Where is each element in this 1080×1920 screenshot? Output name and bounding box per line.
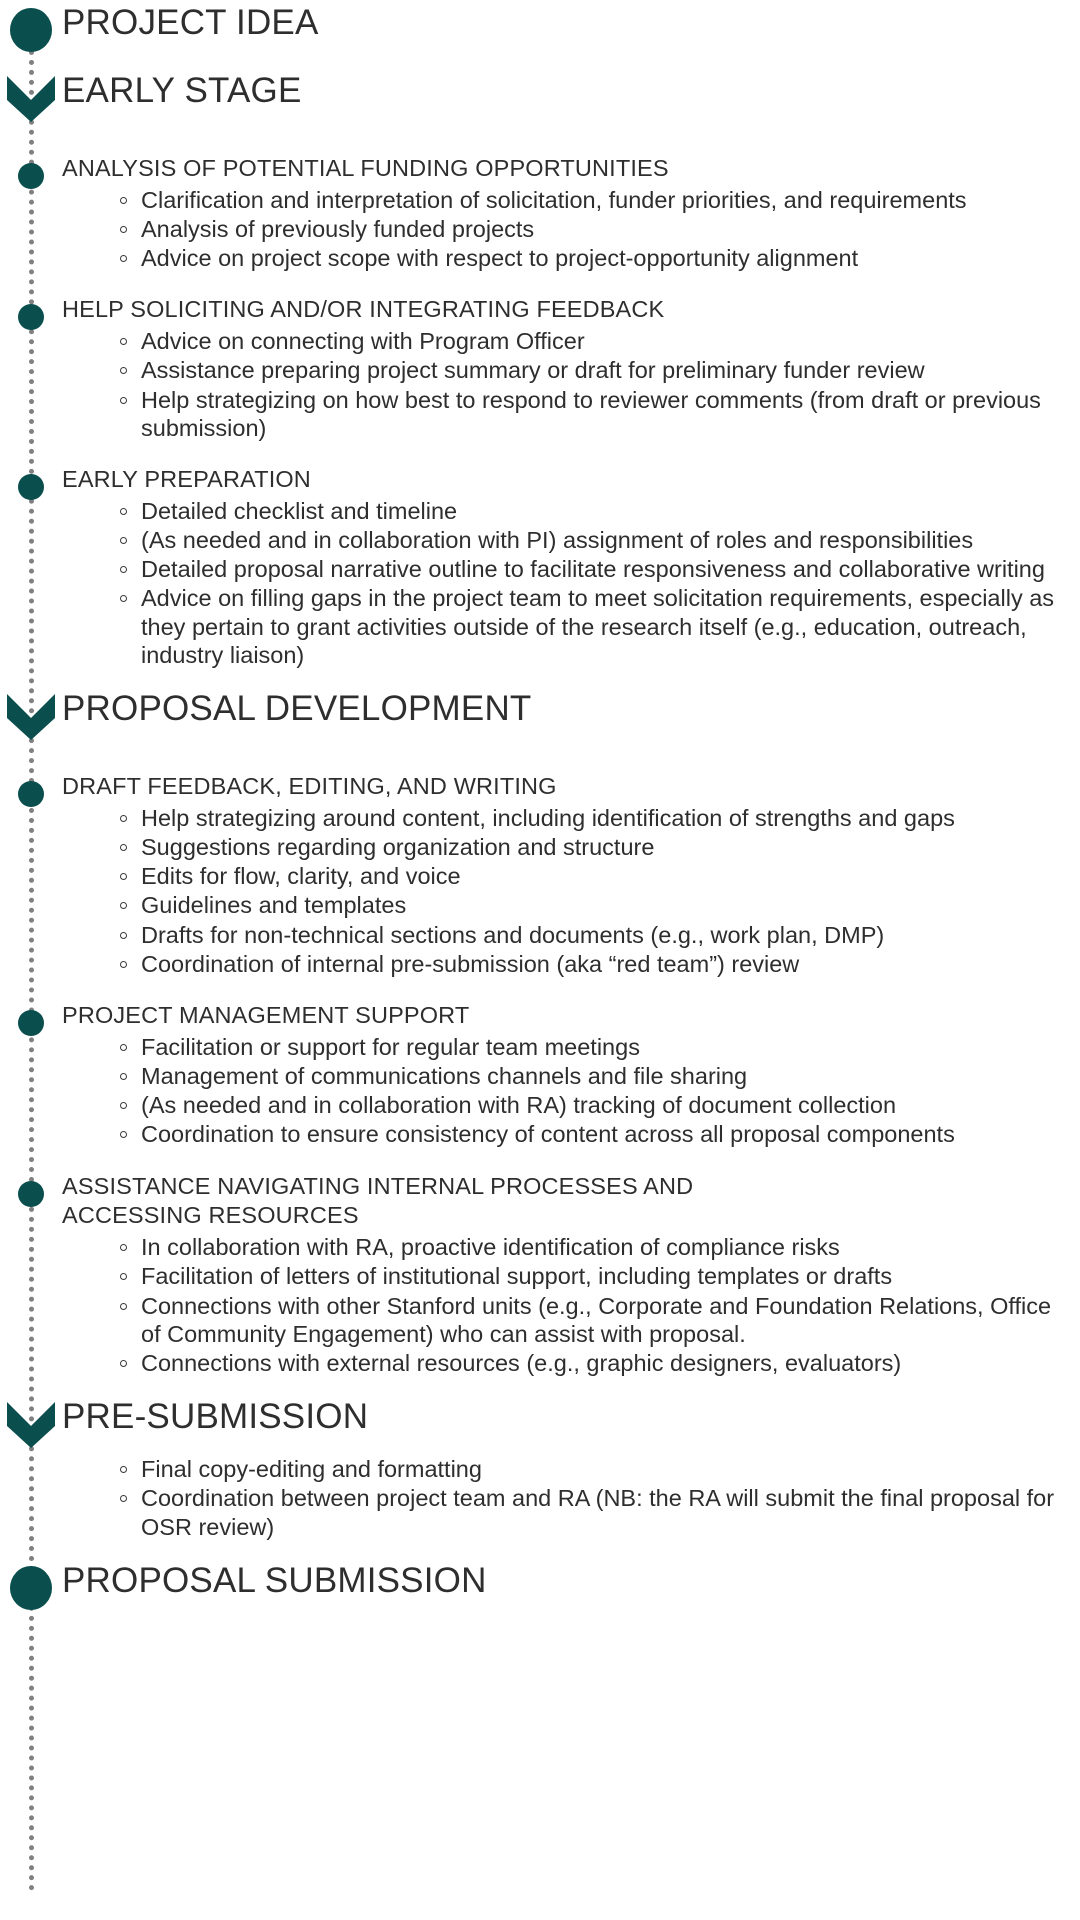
group-label: EARLY PREPARATION [62, 466, 311, 492]
timeline-node-analysis-of-potential-funding-opportunities [0, 154, 1080, 273]
marker-gutter [0, 1001, 62, 1036]
group-label: DRAFT FEEDBACK, EDITING, AND WRITING [62, 772, 557, 799]
milestone-label: PROJECT IDEA [62, 3, 319, 42]
milestone-dot-icon [10, 8, 52, 52]
group-label: HELP SOLICITING AND/OR INTEGRATING FEEDBACK [62, 296, 665, 323]
milestone-label: PROPOSAL SUBMISSION [62, 1560, 487, 1600]
chevron-down-icon [5, 692, 57, 742]
list-item: Drafts for non-technical sections and documents (e.g., work plan, DMP) [120, 921, 1066, 949]
list-item: Clarification and interpretation of solicitation, funder priorities, and requirements [120, 186, 1066, 214]
list-item: Final copy-editing and formatting [120, 1455, 1066, 1483]
list-item: Help strategizing on how best to respond to reviewer comments (from draft or previous submission) [120, 386, 1066, 442]
timeline-node-pre-submission [0, 1398, 1080, 1542]
node-body [62, 1001, 1080, 1150]
spacer [0, 1150, 1080, 1172]
list-item: In collaboration with RA, proactive identification of compliance risks [120, 1233, 1066, 1261]
timeline-node-proposal-submission [0, 1562, 1080, 1610]
spacer [0, 670, 1080, 690]
list-item: Detailed proposal narrative outline to facilitate responsiveness and collaborative writing [120, 555, 1066, 583]
marker-gutter [0, 154, 62, 189]
bullet-list [62, 804, 1066, 978]
list-item: Facilitation of letters of institutional support, including templates or drafts [120, 1262, 1066, 1290]
spacer [62, 1435, 1066, 1455]
node-dot-icon [18, 304, 44, 330]
list-item: Connections with external resources (e.g., graphic designers, evaluators) [120, 1349, 1066, 1377]
marker-gutter [0, 4, 62, 52]
node-dot-icon [18, 1181, 44, 1207]
list-item: Facilitation or support for regular team meetings [120, 1033, 1066, 1061]
bullet-list [62, 1233, 1066, 1377]
list-item: Edits for flow, clarity, and voice [120, 862, 1066, 890]
timeline-node-draft-feedback-editing-and-writing [0, 772, 1080, 979]
bullet-list [62, 1033, 1066, 1149]
list-item: Coordination between project team and RA (NB: the RA will submit the final proposal for OSR review) [120, 1484, 1066, 1540]
node-body [62, 295, 1080, 443]
list-item: Suggestions regarding organization and structure [120, 833, 1066, 861]
marker-gutter [0, 690, 62, 742]
spacer [0, 742, 1080, 772]
spacer [0, 273, 1080, 295]
list-item: Coordination of internal pre-submission (aka “red team”) review [120, 950, 1066, 978]
node-body [62, 1172, 1080, 1379]
node-dot-icon [18, 1010, 44, 1036]
spacer [0, 52, 1080, 72]
group-label: ASSISTANCE NAVIGATING INTERNAL PROCESSES AND ACCESSING RESOURCES [62, 1172, 694, 1229]
list-item: Coordination to ensure consistency of content across all proposal components [120, 1120, 1066, 1148]
list-item: Assistance preparing project summary or draft for preliminary funder review [120, 356, 1066, 384]
node-body [62, 72, 1080, 109]
node-dot-icon [18, 474, 44, 500]
timeline-node-project-management-support [0, 1001, 1080, 1150]
list-item: Analysis of previously funded projects [120, 215, 1066, 243]
list-item: Connections with other Stanford units (e.g., Corporate and Foundation Relations, Office of Community Engagement) who can assist with proposal. [120, 1292, 1066, 1348]
timeline-node-assistance-navigating-internal-processes-and-accessing-resources [0, 1172, 1080, 1379]
list-item: Management of communications channels and file sharing [120, 1062, 1066, 1090]
group-label: ANALYSIS OF POTENTIAL FUNDING OPPORTUNITIES [62, 155, 669, 181]
node-body [62, 690, 1080, 727]
marker-gutter [0, 1398, 62, 1450]
stage-label: EARLY STAGE [62, 71, 302, 110]
list-item: (As needed and in collaboration with PI) assignment of roles and responsibilities [120, 526, 1066, 554]
bullet-list [62, 186, 1066, 273]
spacer [0, 443, 1080, 465]
node-body [62, 154, 1080, 273]
list-item: Help strategizing around content, including identification of strengths and gaps [120, 804, 1066, 832]
marker-gutter [0, 772, 62, 807]
bullet-list [62, 1455, 1066, 1541]
marker-gutter [0, 72, 62, 124]
spacer [0, 979, 1080, 1001]
list-item: Guidelines and templates [120, 891, 1066, 919]
timeline-node-early-preparation [0, 465, 1080, 670]
node-body [62, 1562, 1080, 1599]
node-body [62, 4, 1080, 41]
node-dot-icon [18, 781, 44, 807]
list-item: (As needed and in collaboration with RA) tracking of document collection [120, 1091, 1066, 1119]
list-item: Advice on filling gaps in the project team to meet solicitation requirements, especially as they pertain to grant activities outside of the research itself (e.g., education, outreach, industry liaison) [120, 584, 1066, 669]
chevron-down-icon [5, 1400, 57, 1450]
milestone-dot-icon [10, 1566, 52, 1610]
marker-gutter [0, 1172, 62, 1207]
timeline-node-help-soliciting-and-or-integrating-feedback [0, 295, 1080, 443]
timeline-node-early-stage [0, 72, 1080, 124]
stage-label: PROPOSAL DEVELOPMENT [62, 688, 532, 728]
timeline-node-proposal-development [0, 690, 1080, 742]
timeline-node-project-idea [0, 4, 1080, 52]
marker-gutter [0, 295, 62, 330]
marker-gutter [0, 1562, 62, 1610]
node-body [62, 772, 1080, 979]
bullet-list [62, 327, 1066, 442]
node-body [62, 465, 1080, 670]
chevron-down-icon [5, 74, 57, 124]
bullet-list [62, 497, 1066, 669]
spacer [0, 1378, 1080, 1398]
list-item: Advice on project scope with respect to project-opportunity alignment [120, 244, 1066, 272]
group-label: PROJECT MANAGEMENT SUPPORT [62, 1001, 470, 1028]
node-body [62, 1398, 1080, 1542]
spacer [0, 124, 1080, 154]
stage-label: PRE-SUBMISSION [62, 1397, 369, 1437]
spacer [0, 1542, 1080, 1562]
node-dot-icon [18, 163, 44, 189]
list-item: Advice on connecting with Program Officer [120, 327, 1066, 355]
marker-gutter [0, 465, 62, 500]
list-item: Detailed checklist and timeline [120, 497, 1066, 525]
